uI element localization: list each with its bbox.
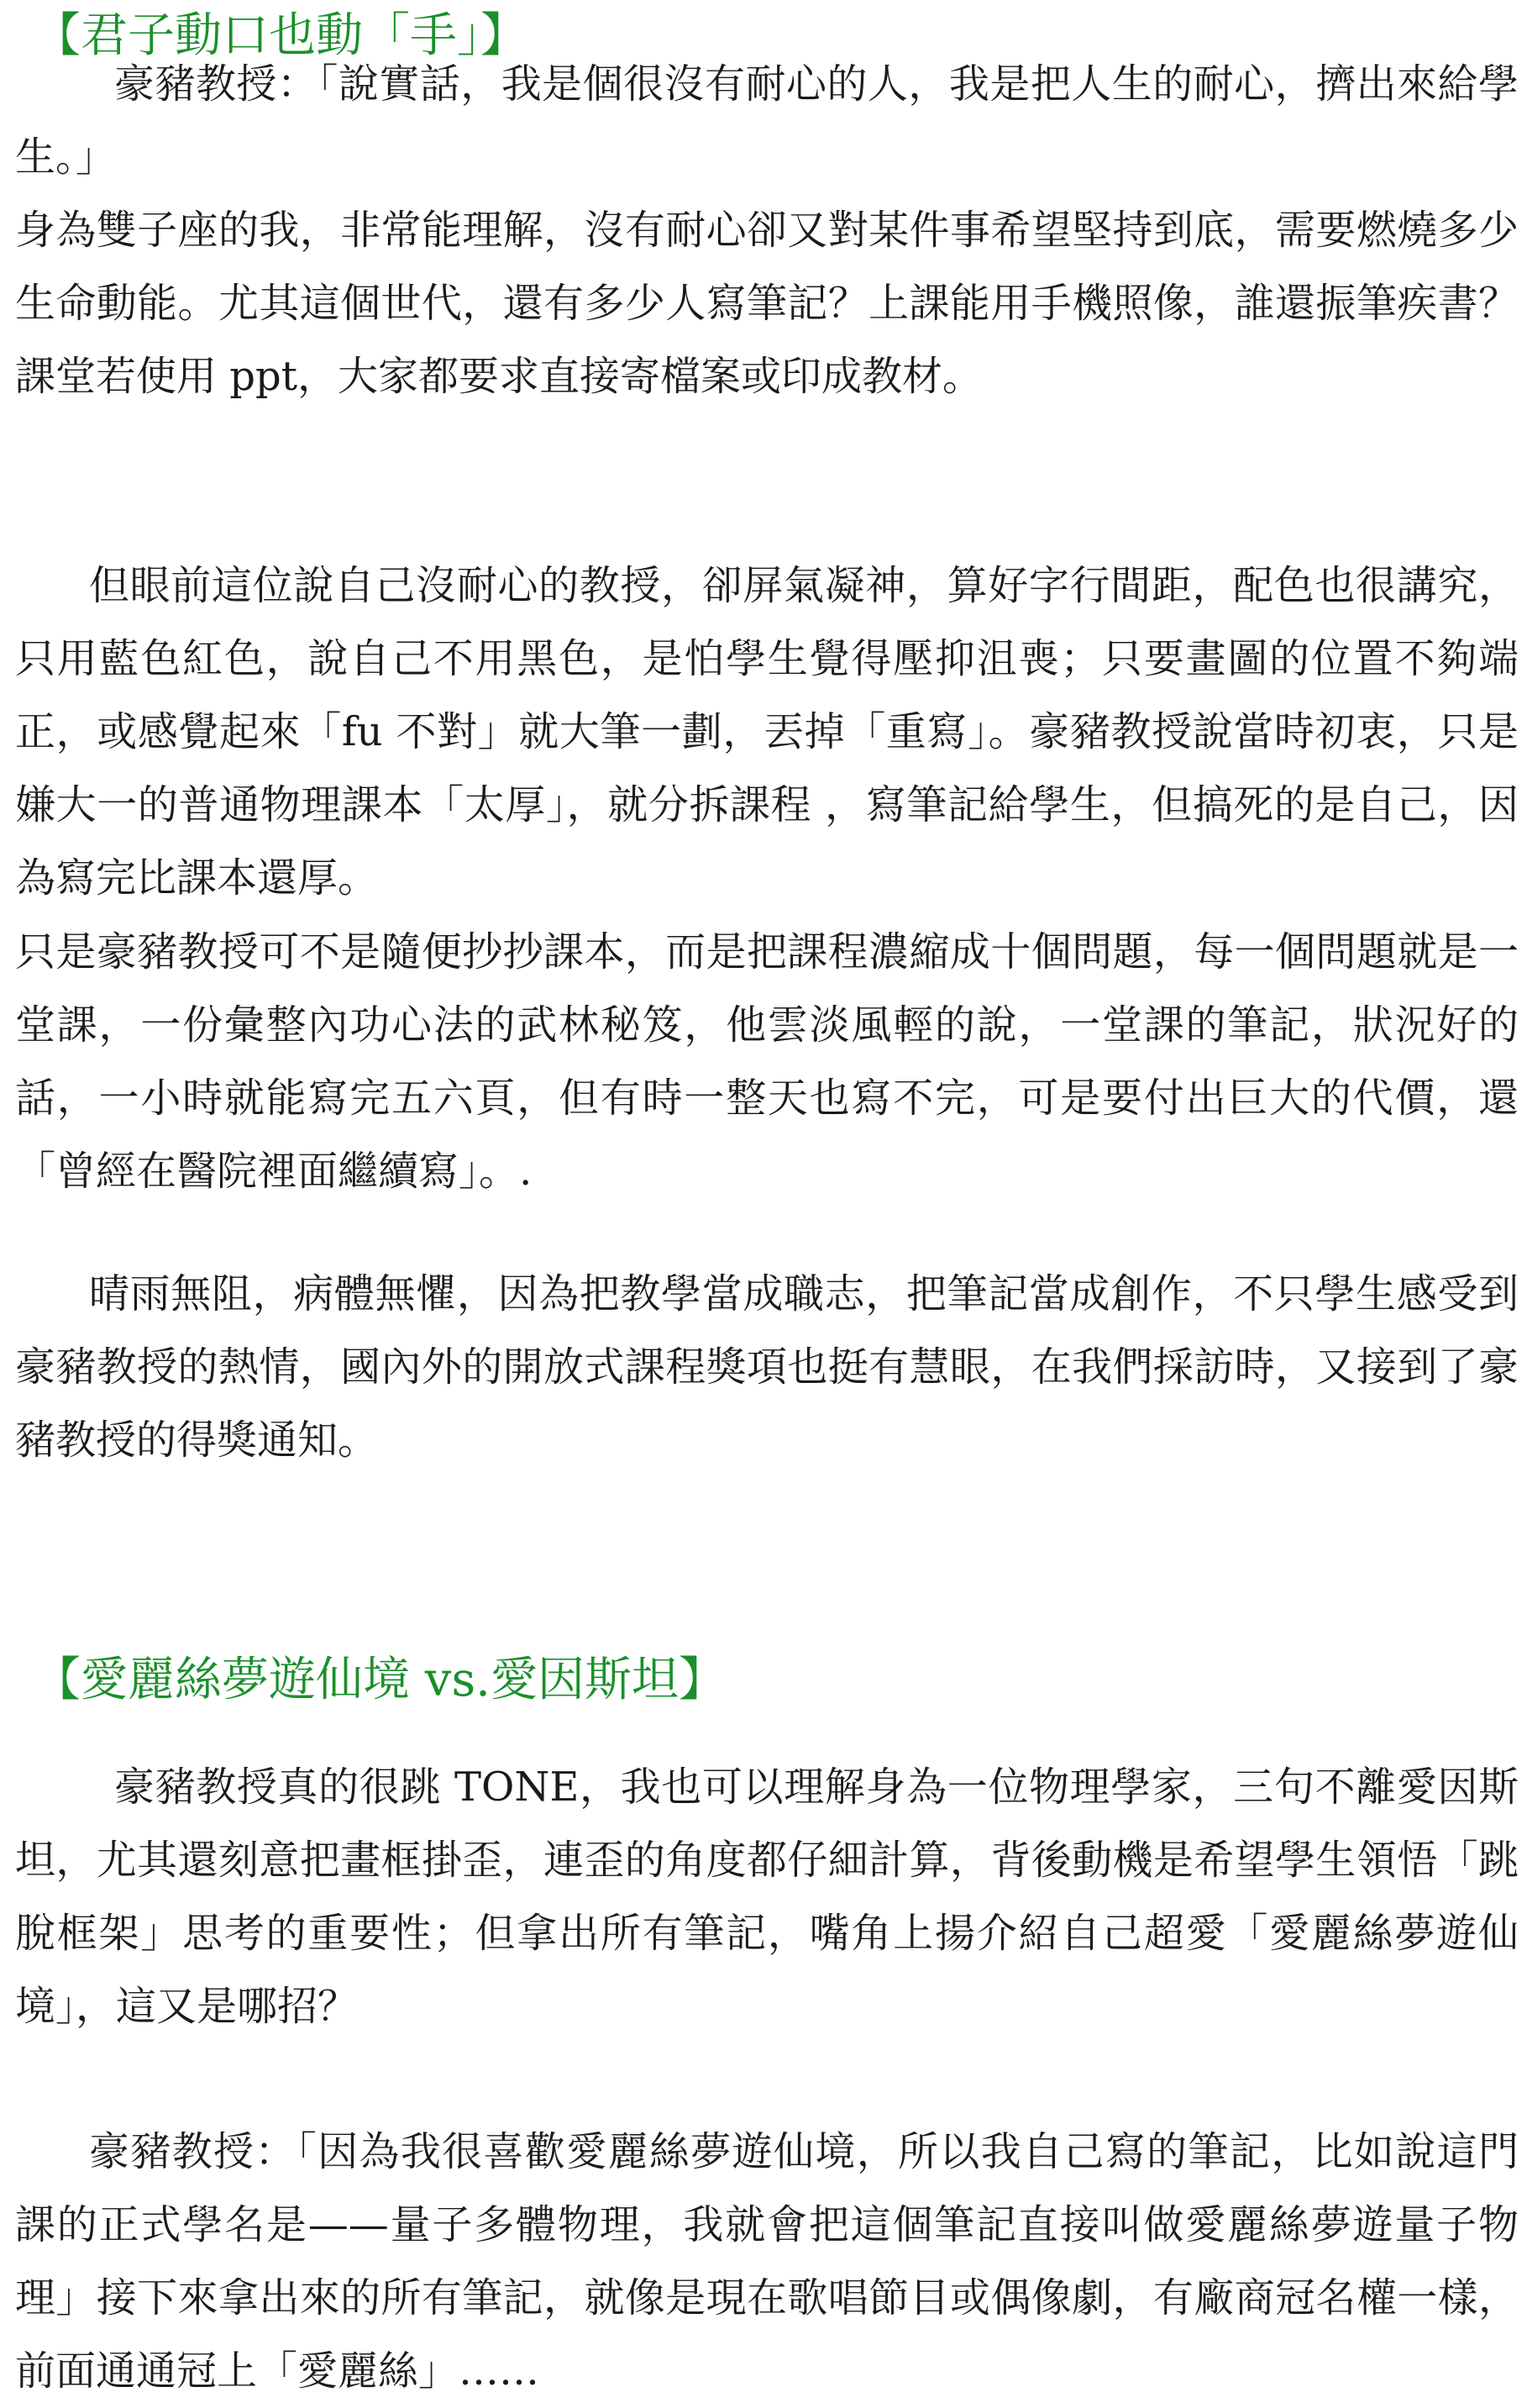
section-heading-alice-einstein: 【愛麗絲夢遊仙境 vs.愛因斯坦】 xyxy=(34,1653,726,1707)
paragraph-alice-notes: 豪豬教授：「因為我很喜歡愛麗絲夢遊仙境，所以我自己寫的筆記，比如說這門課的正式學名是——量子多體物理，我就會把這個筆記直接叫做愛麗絲夢遊量子物理」接下來拿出來的所有筆記，就像是現在歌唱節目或偶像劇，有廠商冠名權一樣，前面通通冠上「愛麗絲」…… xyxy=(15,2128,1519,2395)
paragraph-note-style: 但眼前這位說自己沒耐心的教授，卻屏氣凝神，算好字行間距，配色也很講究，只用藍色紅色，說自己不用黑色，是怕學生覺得壓抑沮喪；只要畫圖的位置不夠端正，或感覺起來「fu 不對」就大筆一劃，丟掉「重寫」。豪豬教授說當時初衷，只是嫌大一的普通物理課本「太厚」，就分拆課程 ，寫筆記給學生，但搞死的是自己，因為寫完比課本還厚。 xyxy=(15,562,1519,902)
paragraph-ten-questions: 只是豪豬教授可不是隨便抄抄課本，而是把課程濃縮成十個問題，每一個問題就是一堂課，一份彙整內功心法的武林秘笈，他雲淡風輕的說，一堂課的筆記，狀況好的話，一小時就能寫完五六頁，但有時一整天也寫不完，可是要付出巨大的代價，還「曾經在醫院裡面繼續寫」。. xyxy=(15,928,1519,1195)
paragraph-award: 晴雨無阻，病體無懼，因為把教學當成職志，把筆記當成創作，不只學生感受到豪豬教授的熱情，國內外的開放式課程獎項也挺有慧眼，在我們採訪時，又接到了豪豬教授的得獎通知。 xyxy=(15,1270,1519,1464)
paragraph-tilted-frame: 豪豬教授真的很跳 TONE，我也可以理解身為一位物理學家，三句不離愛因斯坦，尤其還刻意把畫框掛歪，連歪的角度都仔細計算，背後動機是希望學生領悟「跳脫框架」思考的重要性；但拿出所有筆記，嘴角上揚介紹自己超愛「愛麗絲夢遊仙境」，這又是哪招？ xyxy=(15,1764,1519,2030)
section-heading-gentleman: 【君子動口也動「手」】 xyxy=(34,8,527,63)
paragraph-gemini: 身為雙子座的我，非常能理解，沒有耐心卻又對某件事希望堅持到底，需要燃燒多少生命動能。尤其這個世代，還有多少人寫筆記？上課能用手機照像，誰還振筆疾書？課堂若使用 ppt，大家都要求直接寄檔案或印成教材。 xyxy=(15,207,1519,400)
paragraph-quote-patience: 豪豬教授：「說實話，我是個很沒有耐心的人，我是把人生的耐心，擠出來給學生。」 xyxy=(15,60,1519,181)
